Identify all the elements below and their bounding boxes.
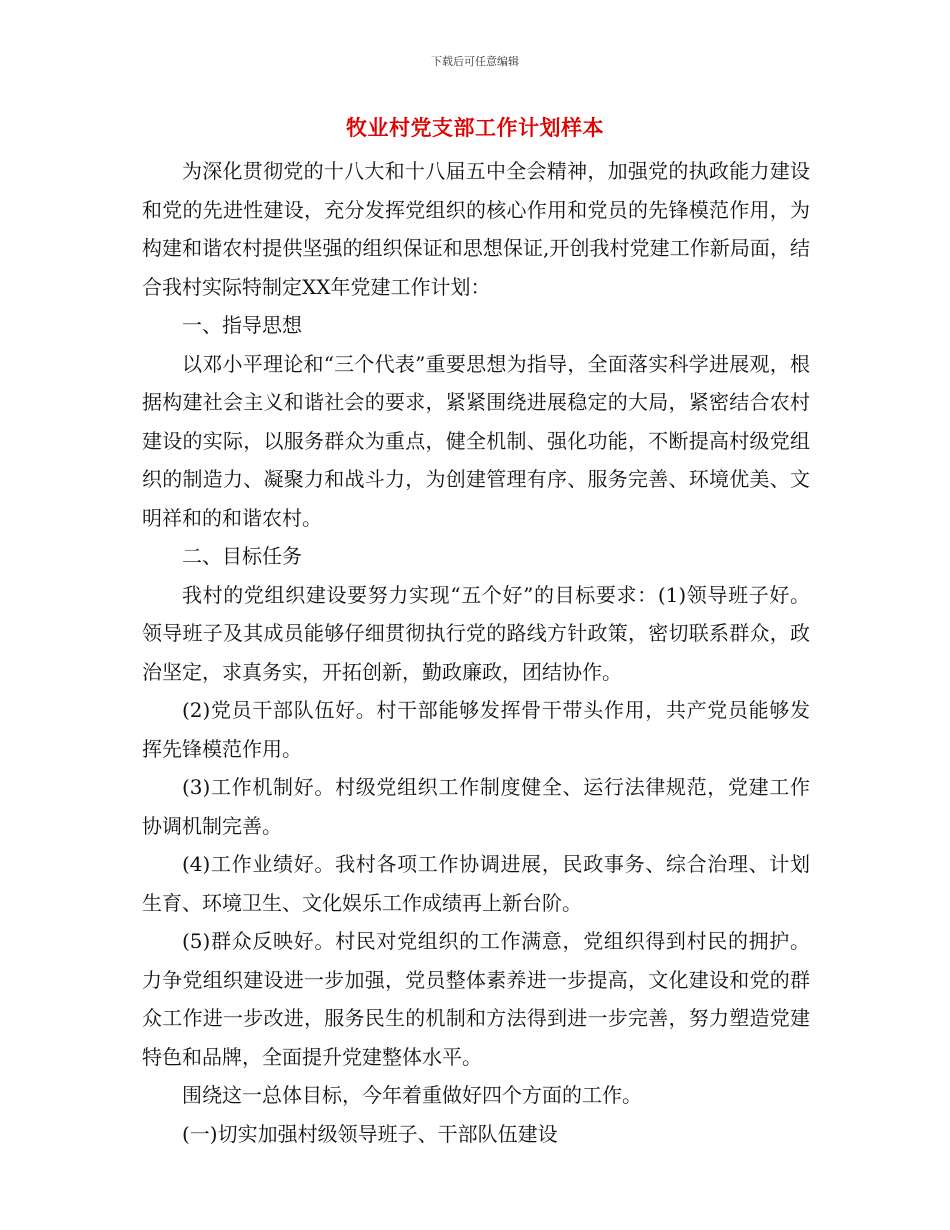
section-heading-guiding-thought: 一、指导思想 (182, 313, 302, 337)
goal-item-4: (4)工作业绩好。我村各项工作协调进展，民政事务、综合治理、计划生育、环境卫生、文化娱乐工作成绩再上新台阶。 (142, 852, 810, 915)
goal-item-1: 我村的党组织建设要努力实现“五个好”的目标要求：(1)领导班子好。领导班子及其成员能够仔细贯彻执行党的路线方针政策，密切联系群众，政治坚定，求真务实，开拓创新，勤政廉政，团结协作。 (142, 582, 810, 684)
page-header-note: 下载后可任意编辑 (431, 55, 519, 68)
summary-paragraph: 围绕这一总体目标，今年着重做好四个方面的工作。 (182, 1083, 642, 1107)
goal-item-5: (5)群众反映好。村民对党组织的工作满意，党组织得到村民的拥护。力争党组织建设进一步加强，党员整体素养进一步提高，文化建设和党的群众工作进一步改进，服务民生的机制和方法得到进一步完善，努力塑造党建特色和品牌，全面提升党建整体水平。 (142, 929, 810, 1069)
subsection-heading-1: (一)切实加强村级领导班子、干部队伍建设 (182, 1121, 558, 1146)
goal-item-2: (2)党员干部队伍好。村干部能够发挥骨干带头作用，共产党员能够发挥先锋模范作用。 (142, 698, 810, 761)
document-title: 牧业村党支部工作计划样本 (346, 116, 604, 140)
document-body (142, 152, 810, 1153)
guiding-thought-paragraph: 以邓小平理论和“三个代表”重要思想为指导，全面落实科学进展观，根据构建社会主义和谐社会的要求，紧紧围绕进展稳定的大局，紧密结合农村建设的实际，以服务群众为重点，健全机制、强化功能，不断提高村级党组织的制造力、凝聚力和战斗力，为创建管理有序、服务完善、环境优美、文明祥和的和谐农村。 (142, 351, 810, 530)
intro-paragraph: 为深化贯彻党的十八大和十八届五中全会精神，加强党的执政能力建设和党的先进性建设，充分发挥党组织的核心作用和党员的先锋模范作用，为构建和谐农村提供坚强的组织保证和思想保证,开创我村党建工作新局面，结合我村实际特制定XX年党建工作计划： (142, 159, 810, 299)
section-heading-goals: 二、目标任务 (182, 544, 302, 568)
goal-item-3: (3)工作机制好。村级党组织工作制度健全、运行法律规范，党建工作协调机制完善。 (142, 775, 810, 838)
